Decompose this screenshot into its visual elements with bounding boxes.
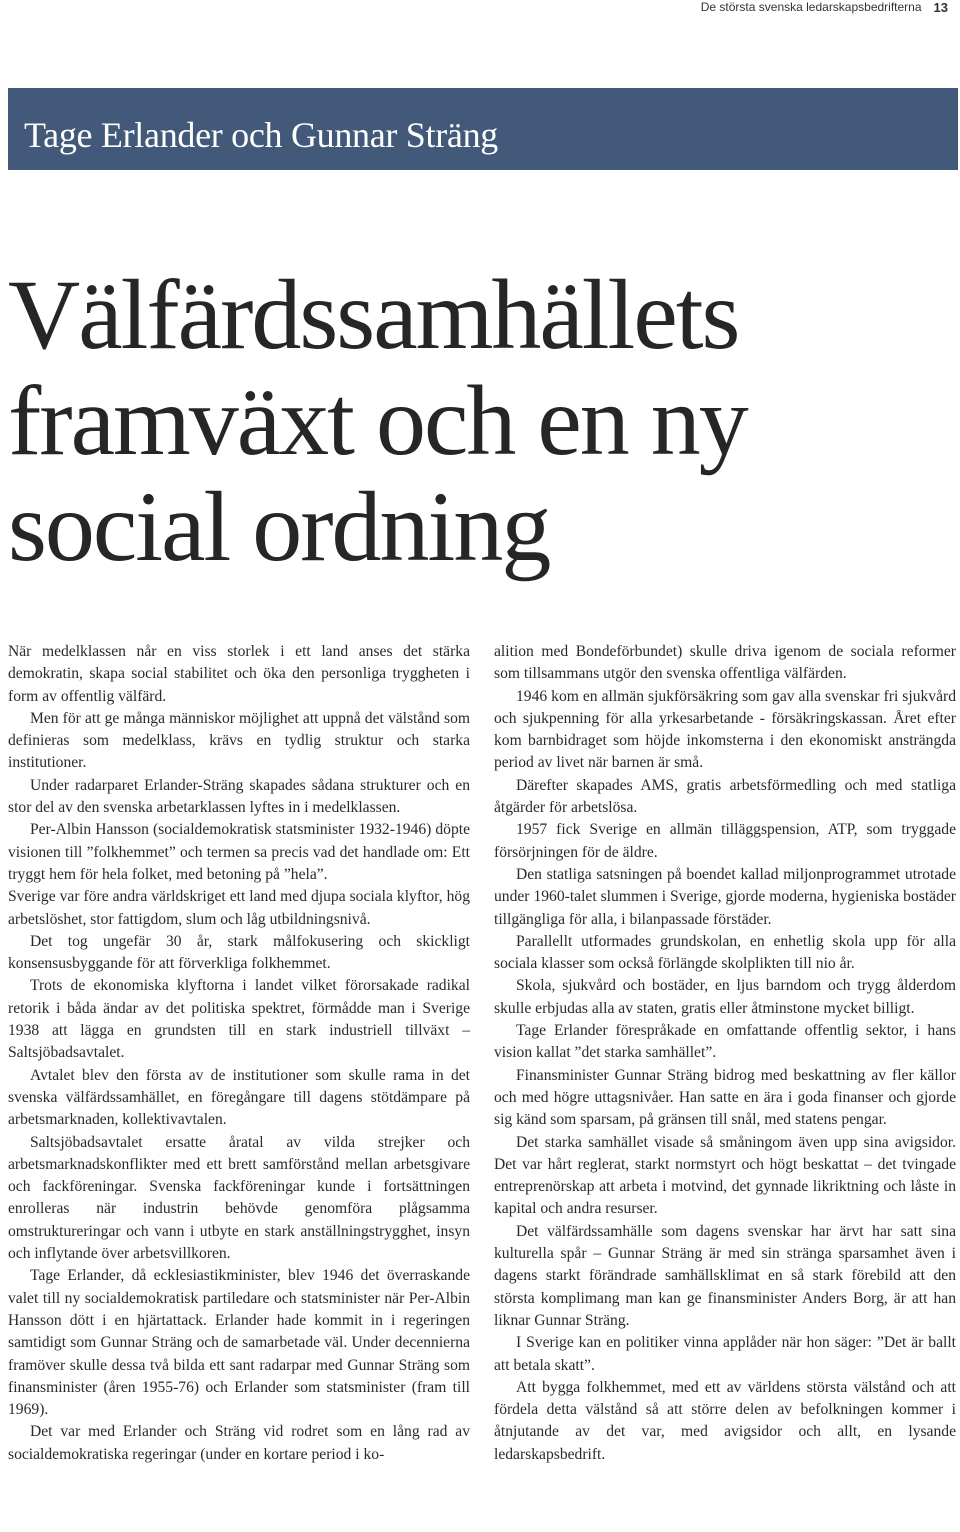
publication-title: De största svenska ledarskapsbedrifterna xyxy=(700,0,922,14)
paragraph: Finansminister Gunnar Sträng bidrog med beskattning av fler källor och med högre uttagsnivåer. Han satte en ära i goda finanser och gjorde sig känd som sparsam, på gränsen till snål, med statens pengar. xyxy=(494,1066,956,1129)
paragraph: 1946 kom en allmän sjukförsäkring som gav alla svenskar fri sjukvård och sjukpenning för alla yrkesarbetande - försäkringskassan. Året efter kom barnbidraget som höjde inkomsterna i den ekonomiskt ansträngda period av livet när barnen är små. xyxy=(494,687,956,772)
paragraph: Det var med Erlander och Sträng vid rodret som en lång rad av socialdemokratiska regeringar (under en kortare period i ko- xyxy=(8,1423,470,1463)
paragraph: Skola, sjukvård och bostäder, en ljus barndom och trygg ålderdom skulle erbjudas alla av staten, gratis eller åtminstone mycket billigt. xyxy=(494,977,956,1017)
paragraph: I Sverige kan en politiker vinna applåder när hon säger: ”Det är ballt att betala skatt”. xyxy=(494,1334,956,1374)
paragraph: Per-Albin Hansson (socialdemokratisk statsminister 1932-1946) döpte visionen till ”folkhemmet” och termen sa precis vad det handlade om: Ett tryggt hem för hela folket, med betoning på ”hela”. xyxy=(8,821,470,883)
paragraph: Parallellt utformades grundskolan, en enhetlig skola upp för alla sociala klasser som också förlängde skolplikten till nio år. xyxy=(494,932,956,973)
paragraph: Men för att ge många människor möjlighet att uppnå det välstånd som definieras som medelklass, krävs en tydlig struktur och starka institutioner. xyxy=(8,709,470,772)
page-number: 13 xyxy=(933,0,948,15)
paragraph: alition med Bondeförbundet) skulle driva igenom de sociala reformer som tillsammans utgör den svenska offentliga välfärden. xyxy=(494,643,956,683)
section-banner xyxy=(8,88,958,170)
paragraph: Avtalet blev den första av de institutioner som skulle rama in det svenska välfärdssamhället, en föregångare till dagens stötdämpare på arbetsmarknaden, kollektivavtalen. xyxy=(8,1066,470,1129)
paragraph: Den statliga satsningen på boendet kallad miljonprogrammet utrotade under 1960-talet slummen i Sverige, gjorde moderna, hygieniska bostäder tillgängliga för alla, i bilanpassade förstäder. xyxy=(494,865,956,928)
paragraph: Tage Erlander, då ecklesiastikminister, blev 1946 det överraskande valet till ny socialdemokratisk partiledare och statsminister när Per-Albin Hansson dött i en hjärtattack. Erlander hade kommit in i regeringen samtidigt som Gunnar Sträng och de samarbetade väl. Under decennierna framöver skulle dessa två bilda ett sant radarpar med Gunnar Sträng som finansminister (åren 1955-76) och Erlander som statsminister (fram till 1969). xyxy=(8,1267,470,1419)
paragraph: Saltsjöbadsavtalet ersatte åratal av vilda strejker och arbetsmarknadskonflikter med ett brett samförstånd mellan arbetsgivare och fackföreningar. Svenska fackföreningar kunde i fortsättningen enrolleras när industrin behövde genomföra plågsamma omstruktureringar och vann i utbyte en stark anställningstrygghet, insyn och inflytande över arbetsvillkoren. xyxy=(8,1133,470,1263)
paragraph: Sverige var före andra världskriget ett land med djupa sociala klyftor, hög arbetslöshet, stor fattigdom, slum och låg utbildningsnivå. xyxy=(8,888,470,928)
paragraph: 1957 fick Sverige en allmän tilläggspension, ATP, som tryggade försörjningen för de äldre. xyxy=(494,821,956,861)
left-column xyxy=(8,641,470,1466)
paragraph: Under radarparet Erlander-Sträng skapades sådana strukturer och en stor del av den svenska arbetarklassen lyftes in i medelklassen. xyxy=(8,776,470,817)
headline xyxy=(8,259,948,582)
headline-line: framväxt och en ny xyxy=(8,365,747,476)
headline-line: social ordning xyxy=(8,471,550,582)
paragraph: När medelklassen når en viss storlek i ett land anses det stärka demokratin, skapa social stabilitet och öka den personliga tryggheten i form av offentlig välfärd. xyxy=(8,643,470,705)
banner-title: Tage Erlander och Gunnar Sträng xyxy=(24,115,498,155)
paragraph: Det starka samhället visade så småningom även upp sina avigsidor. Det var hårt reglerat, starkt normstyrt och högt beskattat – det tvingade entreprenörskap att arbeta i motvind, det gynnade likriktning och låste in kapital och andra resurser. xyxy=(494,1133,956,1218)
paragraph: Att bygga folkhemmet, med ett av världens största välstånd och att fördela detta välstånd så att större delen av befolkningen kommer i åtnjutande av det var, med avigsidor och allt, en lysande ledarskapsbedrift. xyxy=(494,1378,956,1463)
paragraph: Det välfärdssamhälle som dagens svenskar har ärvt har satt sina kulturella spår – Gunnar Sträng är med sin stränga sparsamhet även i dagens starkt förändrade samhällsklimat en så stark förebild att den största komplimang man kan ge finansminister Anders Borg, är att han liknar Gunnar Sträng. xyxy=(494,1222,956,1329)
right-column xyxy=(494,641,956,1466)
paragraph: Trots de ekonomiska klyftorna i landet vilket förorsakade radikal retorik i båda ändar av det politiska spektret, förmådde man i Sverige 1938 att lägga en grundsten till en stark industriell tillväxt – Saltsjöbadsavtalet. xyxy=(8,977,470,1062)
headline-line: Välfärdssamhällets xyxy=(8,259,739,370)
paragraph: Tage Erlander förespråkade en omfattande offentlig sektor, i hans vision kallat ”det starka samhället”. xyxy=(494,1022,956,1062)
paragraph: Därefter skapades AMS, gratis arbetsförmedling och med statliga åtgärder för arbetslösa. xyxy=(494,776,956,817)
paragraph: Det tog ungefär 30 år, stark målfokusering och skickligt konsensusbyggande för att förverkliga folkhemmet. xyxy=(8,932,470,973)
running-head xyxy=(701,0,948,14)
